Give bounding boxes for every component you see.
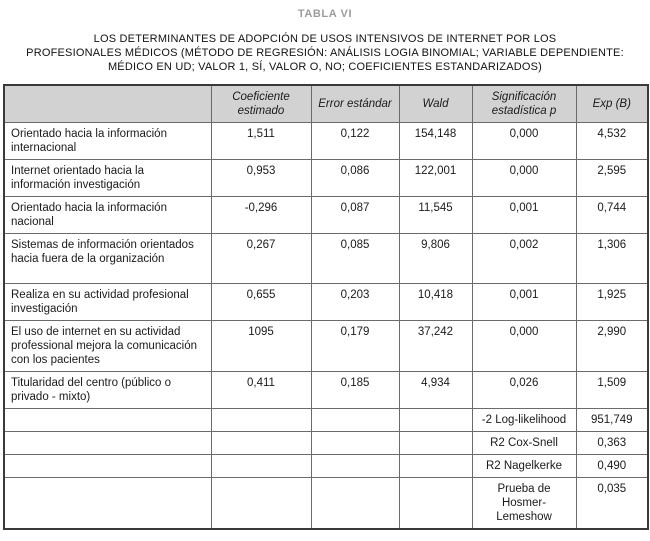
- cell-error: 0,179: [311, 321, 399, 372]
- cell-error: 0,203: [311, 284, 399, 321]
- empty-cell: [211, 455, 311, 478]
- cell-wald: 154,148: [399, 123, 472, 160]
- table-title: [3, 32, 647, 74]
- cell-error: 0,122: [311, 123, 399, 160]
- cell-wald: 4,934: [399, 372, 472, 409]
- cell-expb: 4,532: [576, 123, 648, 160]
- column-header-empty: [4, 85, 211, 123]
- row-label: Realiza en su actividad profesional investigación: [4, 284, 211, 321]
- regression-table: [3, 84, 649, 530]
- cell-expb: 2,990: [576, 321, 648, 372]
- cell-expb: 1,306: [576, 234, 648, 284]
- empty-cell: [4, 455, 211, 478]
- empty-cell: [399, 455, 472, 478]
- cell-wald: 122,001: [399, 160, 472, 197]
- column-header-coeficiente: Coeficiente estimado: [211, 85, 311, 123]
- cell-expb: 1,509: [576, 372, 648, 409]
- summary-value: 951,749: [576, 409, 648, 432]
- row-label: Orientado hacia la información internacional: [4, 123, 211, 160]
- summary-value: 0,363: [576, 432, 648, 455]
- column-header-wald: Wald: [399, 85, 472, 123]
- empty-cell: [211, 409, 311, 432]
- cell-significacion: 0,000: [472, 123, 576, 160]
- row-label: El uso de internet en su actividad professional mejora la comunicación con los pacientes: [4, 321, 211, 372]
- empty-cell: [311, 455, 399, 478]
- cell-coeficiente: -0,296: [211, 197, 311, 234]
- cell-coeficiente: 0,411: [211, 372, 311, 409]
- summary-label: R2 Cox-Snell: [472, 432, 576, 455]
- empty-cell: [399, 409, 472, 432]
- table-row: [4, 321, 648, 372]
- summary-label: -2 Log-likelihood: [472, 409, 576, 432]
- table-row: [4, 284, 648, 321]
- cell-significacion: 0,002: [472, 234, 576, 284]
- table-row: [4, 197, 648, 234]
- table-row: [4, 234, 648, 284]
- table-caption: TABLA VI: [297, 8, 353, 20]
- summary-label: R2 Nagelkerke: [472, 455, 576, 478]
- cell-wald: 11,545: [399, 197, 472, 234]
- row-label: Orientado hacia la información nacional: [4, 197, 211, 234]
- cell-coeficiente: 1,511: [211, 123, 311, 160]
- empty-cell: [311, 409, 399, 432]
- summary-row: [4, 409, 648, 432]
- empty-cell: [311, 478, 399, 530]
- summary-value: 0,490: [576, 455, 648, 478]
- table-title-line: PROFESIONALES MÉDICOS (MÉTODO DE REGRESIÓN: ANÁLISIS LOGIA BINOMIAL; VARIABLE DEPENDIENTE:: [26, 47, 624, 59]
- empty-cell: [399, 432, 472, 455]
- table-row: [4, 123, 648, 160]
- empty-cell: [4, 478, 211, 530]
- empty-cell: [211, 432, 311, 455]
- empty-cell: [4, 409, 211, 432]
- empty-cell: [311, 432, 399, 455]
- summary-row: [4, 455, 648, 478]
- cell-error: 0,086: [311, 160, 399, 197]
- table-row: [4, 372, 648, 409]
- cell-significacion: 0,000: [472, 160, 576, 197]
- header-row: [4, 85, 648, 123]
- cell-error: 0,085: [311, 234, 399, 284]
- column-header-expb: Exp (B): [576, 85, 648, 123]
- row-label: Internet orientado hacia la información investigación: [4, 160, 211, 197]
- summary-row: [4, 432, 648, 455]
- cell-error: 0,185: [311, 372, 399, 409]
- summary-label: Prueba de Hosmer-Lemeshow: [472, 478, 576, 530]
- column-header-error: Error estándar: [311, 85, 399, 123]
- empty-cell: [4, 432, 211, 455]
- cell-wald: 9,806: [399, 234, 472, 284]
- cell-significacion: 0,000: [472, 321, 576, 372]
- table-title-line: MÉDICO EN UD; VALOR 1, SÍ, VALOR O, NO; COEFICIENTES ESTANDARIZADOS): [107, 61, 543, 73]
- table-title-line: LOS DETERMINANTES DE ADOPCIÓN DE USOS INTENSIVOS DE INTERNET POR LOS: [93, 33, 557, 45]
- row-label: Titularidad del centro (público o privado - mixto): [4, 372, 211, 409]
- cell-coeficiente: 0,267: [211, 234, 311, 284]
- row-label: Sistemas de información orientados hacia fuera de la organización: [4, 234, 211, 284]
- summary-value: 0,035: [576, 478, 648, 530]
- table-row: [4, 160, 648, 197]
- empty-cell: [399, 478, 472, 530]
- column-header-significacion: Significación estadística p: [472, 85, 576, 123]
- cell-coeficiente: 1095: [211, 321, 311, 372]
- cell-significacion: 0,001: [472, 284, 576, 321]
- empty-cell: [211, 478, 311, 530]
- cell-coeficiente: 0,953: [211, 160, 311, 197]
- cell-error: 0,087: [311, 197, 399, 234]
- cell-wald: 37,242: [399, 321, 472, 372]
- cell-coeficiente: 0,655: [211, 284, 311, 321]
- cell-significacion: 0,026: [472, 372, 576, 409]
- summary-row: [4, 478, 648, 530]
- cell-wald: 10,418: [399, 284, 472, 321]
- cell-significacion: 0,001: [472, 197, 576, 234]
- cell-expb: 0,744: [576, 197, 648, 234]
- cell-expb: 1,925: [576, 284, 648, 321]
- cell-expb: 2,595: [576, 160, 648, 197]
